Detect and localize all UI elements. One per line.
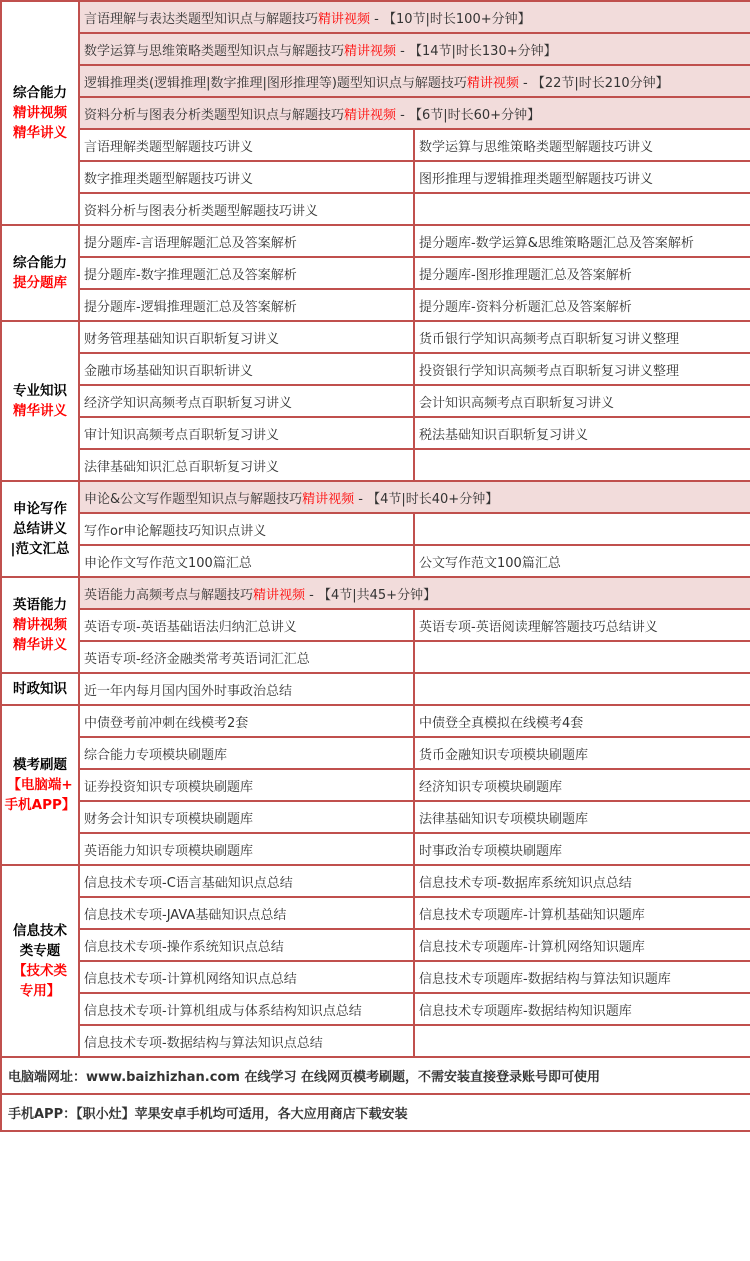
category-cell	[1, 705, 79, 865]
video-tag: 精讲视频	[344, 43, 397, 59]
list-item[interactable]: 信息技术专项-C语言基础知识点总结	[79, 865, 414, 897]
category-cell	[1, 481, 79, 577]
category-title: 总结讲义	[13, 521, 67, 537]
footer-app-note: 手机APP：【职小灶】苹果安卓手机均可适用，各大应用商店下载安装	[1, 1094, 750, 1131]
list-item[interactable]: 信息技术专项-计算机网络知识点总结	[79, 961, 414, 993]
table-row	[1, 1, 750, 33]
table-row	[1, 929, 750, 961]
table-row	[1, 1057, 750, 1094]
table-row	[1, 673, 750, 705]
category-cell	[1, 225, 79, 321]
list-item[interactable]: 税法基础知识百职斩复习讲义	[414, 417, 750, 449]
list-item[interactable]: 法律基础知识汇总百职斩复习讲义	[79, 449, 414, 481]
video-item[interactable]: 英语能力高频考点与解题技巧精讲视频 - 【4节|共45+分钟】	[79, 577, 750, 609]
video-tag: 精讲视频	[318, 11, 371, 27]
list-item[interactable]: 经济知识专项模块刷题库	[414, 769, 750, 801]
list-item[interactable]: 投资银行学知识高频考点百职斩复习讲义整理	[414, 353, 750, 385]
list-item[interactable]: 英语专项-英语基础语法归纳汇总讲义	[79, 609, 414, 641]
video-tag: 精讲视频	[344, 107, 397, 123]
category-title: 英语能力	[13, 597, 67, 613]
category-cell	[1, 577, 79, 673]
category-subtitle: 【技术类	[13, 963, 67, 979]
table-row	[1, 481, 750, 513]
table-row	[1, 833, 750, 865]
table-row	[1, 545, 750, 577]
category-title: 信息技术	[13, 923, 67, 939]
list-item[interactable]: 信息技术专项题库-计算机基础知识题库	[414, 897, 750, 929]
table-row	[1, 353, 750, 385]
list-item[interactable]: 金融市场基础知识百职斩讲义	[79, 353, 414, 385]
empty-cell	[414, 513, 750, 545]
list-item[interactable]: 综合能力专项模块刷题库	[79, 737, 414, 769]
category-title: 综合能力	[13, 85, 67, 101]
table-row	[1, 321, 750, 353]
list-item[interactable]: 公文写作范文100篇汇总	[414, 545, 750, 577]
category-subtitle: 专用】	[19, 983, 61, 999]
list-item[interactable]: 货币银行学知识高频考点百职斩复习讲义整理	[414, 321, 750, 353]
list-item[interactable]: 财务会计知识专项模块刷题库	[79, 801, 414, 833]
table-row	[1, 33, 750, 65]
table-row	[1, 513, 750, 545]
table-row	[1, 257, 750, 289]
table-row	[1, 97, 750, 129]
table-row	[1, 161, 750, 193]
category-cell	[1, 865, 79, 1057]
list-item[interactable]: 提分题库-言语理解题汇总及答案解析	[79, 225, 414, 257]
table-row	[1, 897, 750, 929]
list-item[interactable]: 信息技术专项-数据库系统知识点总结	[414, 865, 750, 897]
video-item[interactable]: 申论&公文写作题型知识点与解题技巧精讲视频 - 【4节|时长40+分钟】	[79, 481, 750, 513]
table-row	[1, 609, 750, 641]
list-item[interactable]: 中债登考前冲刺在线模考2套	[79, 705, 414, 737]
category-subtitle: 精讲视频	[13, 105, 67, 121]
category-title: 专业知识	[13, 383, 67, 399]
list-item[interactable]: 证券投资知识专项模块刷题库	[79, 769, 414, 801]
table-row	[1, 737, 750, 769]
list-item[interactable]: 时事政治专项模块刷题库	[414, 833, 750, 865]
list-item[interactable]: 会计知识高频考点百职斩复习讲义	[414, 385, 750, 417]
table-row	[1, 1025, 750, 1057]
category-title: 综合能力	[13, 255, 67, 271]
list-item[interactable]: 数字推理类题型解题技巧讲义	[79, 161, 414, 193]
list-item[interactable]: 英语专项-经济金融类常考英语词汇汇总	[79, 641, 414, 673]
empty-cell	[414, 641, 750, 673]
table-row	[1, 705, 750, 737]
empty-cell	[414, 449, 750, 481]
video-item[interactable]: 逻辑推理类(逻辑推理|数字推理|图形推理等)题型知识点与解题技巧精讲视频 - 【22节|时长210分钟】	[79, 65, 750, 97]
category-title: |范文汇总	[10, 541, 70, 557]
list-item[interactable]: 提分题库-图形推理题汇总及答案解析	[414, 257, 750, 289]
table-row	[1, 801, 750, 833]
empty-cell	[414, 673, 750, 705]
list-item[interactable]: 信息技术专项-操作系统知识点总结	[79, 929, 414, 961]
empty-cell	[414, 193, 750, 225]
video-item[interactable]: 资料分析与图表分析类题型知识点与解题技巧精讲视频 - 【6节|时长60+分钟】	[79, 97, 750, 129]
list-item[interactable]: 信息技术专项题库-数据结构与算法知识题库	[414, 961, 750, 993]
table-row	[1, 641, 750, 673]
list-item[interactable]: 信息技术专项-JAVA基础知识点总结	[79, 897, 414, 929]
table-row	[1, 1094, 750, 1131]
category-title: 类专题	[19, 943, 61, 959]
list-item[interactable]: 资料分析与图表分析类题型解题技巧讲义	[79, 193, 414, 225]
list-item[interactable]: 数学运算与思维策略类题型解题技巧讲义	[414, 129, 750, 161]
list-item[interactable]: 提分题库-数字推理题汇总及答案解析	[79, 257, 414, 289]
category-title: 模考刷题	[13, 757, 67, 773]
list-item[interactable]: 法律基础知识专项模块刷题库	[414, 801, 750, 833]
table-row	[1, 129, 750, 161]
list-item[interactable]: 审计知识高频考点百职斩复习讲义	[79, 417, 414, 449]
category-title: 申论写作	[13, 501, 67, 517]
category-cell	[1, 1, 79, 225]
footer-web-note: 电脑端网址：www.baizhizhan.com 在线学习 在线网页模考刷题，不需安装直接登录账号即可使用	[1, 1057, 750, 1094]
table-row	[1, 865, 750, 897]
category-subtitle: 精华讲义	[13, 637, 67, 653]
video-tag: 精讲视频	[302, 491, 355, 507]
list-item[interactable]: 信息技术专项-数据结构与算法知识点总结	[79, 1025, 414, 1057]
list-item[interactable]: 财务管理基础知识百职斩复习讲义	[79, 321, 414, 353]
list-item[interactable]: 言语理解类题型解题技巧讲义	[79, 129, 414, 161]
category-cell	[1, 673, 79, 705]
category-subtitle: 精讲视频	[13, 617, 67, 633]
list-item[interactable]: 信息技术专项题库-数据结构知识题库	[414, 993, 750, 1025]
list-item[interactable]: 提分题库-数学运算&思维策略题汇总及答案解析	[414, 225, 750, 257]
table-row	[1, 417, 750, 449]
category-subtitle: 手机APP】	[4, 797, 76, 813]
category-subtitle: 精华讲义	[13, 125, 67, 141]
list-item[interactable]: 货币金融知识专项模块刷题库	[414, 737, 750, 769]
category-cell	[1, 321, 79, 481]
list-item[interactable]: 图形推理与逻辑推理类题型解题技巧讲义	[414, 161, 750, 193]
list-item[interactable]: 写作or申论解题技巧知识点讲义	[79, 513, 414, 545]
category-subtitle: 【电脑端+	[7, 777, 73, 793]
list-item[interactable]: 信息技术专项-计算机组成与体系结构知识点总结	[79, 993, 414, 1025]
video-item[interactable]: 言语理解与表达类题型知识点与解题技巧精讲视频 - 【10节|时长100+分钟】	[79, 1, 750, 33]
list-item[interactable]: 中债登全真模拟在线模考4套	[414, 705, 750, 737]
list-item[interactable]: 英语能力知识专项模块刷题库	[79, 833, 414, 865]
category-subtitle: 提分题库	[13, 275, 67, 291]
table-row	[1, 961, 750, 993]
video-tag: 精讲视频	[466, 75, 519, 91]
empty-cell	[414, 1025, 750, 1057]
table-row	[1, 993, 750, 1025]
list-item[interactable]: 申论作文写作范文100篇汇总	[79, 545, 414, 577]
table-row	[1, 289, 750, 321]
video-item[interactable]: 数学运算与思维策略类题型知识点与解题技巧精讲视频 - 【14节|时长130+分钟】	[79, 33, 750, 65]
table-row	[1, 577, 750, 609]
table-row	[1, 769, 750, 801]
table-row	[1, 385, 750, 417]
table-row	[1, 225, 750, 257]
list-item[interactable]: 信息技术专项题库-计算机网络知识题库	[414, 929, 750, 961]
table-row	[1, 193, 750, 225]
category-subtitle: 精华讲义	[13, 403, 67, 419]
list-item[interactable]: 提分题库-逻辑推理题汇总及答案解析	[79, 289, 414, 321]
list-item[interactable]: 经济学知识高频考点百职斩复习讲义	[79, 385, 414, 417]
list-item[interactable]: 英语专项-英语阅读理解答题技巧总结讲义	[414, 609, 750, 641]
table-row	[1, 65, 750, 97]
list-item[interactable]: 提分题库-资料分析题汇总及答案解析	[414, 289, 750, 321]
table-row	[1, 449, 750, 481]
video-tag: 精讲视频	[253, 587, 306, 603]
category-title: 时政知识	[13, 681, 67, 697]
list-item[interactable]: 近一年内每月国内国外时事政治总结	[79, 673, 414, 705]
